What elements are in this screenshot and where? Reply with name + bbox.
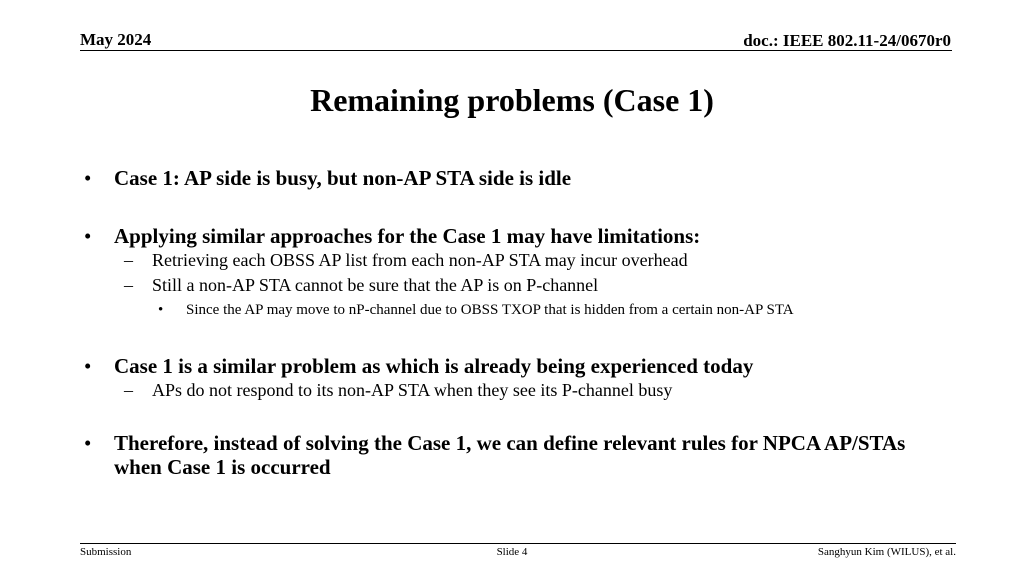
header-doc-id: doc.: IEEE 802.11-24/0670r0 — [743, 31, 951, 50]
slide-title: Remaining problems (Case 1) — [310, 82, 714, 118]
bullet-marker: • — [84, 224, 92, 248]
header-date: May 2024 — [80, 30, 152, 49]
bullet-similar-problem — [84, 354, 944, 378]
sub-bullet-p-channel — [84, 273, 944, 298]
bullet-text: Therefore, instead of solving the Case 1, we can define relevant rules for NPCA AP/STAs when Case 1 is occurred — [114, 431, 906, 479]
bullet-case1-definition — [84, 166, 944, 190]
dash-marker: – — [124, 275, 133, 295]
bullet-marker: • — [84, 431, 92, 455]
footer-author: Sanghyun Kim (WILUS), et al. — [817, 546, 956, 558]
sub-sub-bullet-text: Since the AP may move to nP-channel due to OBSS TXOP that is hidden from a certain non-AP STA — [186, 302, 794, 318]
header-divider — [80, 50, 952, 51]
sub-bullet-text: APs do not respond to its non-AP STA when they see its P-channel busy — [152, 380, 673, 400]
sub-bullet-aps-no-response — [84, 378, 944, 403]
dash-marker: – — [124, 380, 133, 400]
sub-bullet-text: Retrieving each OBSS AP list from each non-AP STA may incur overhead — [152, 250, 688, 270]
sub-bullet-overhead — [84, 248, 944, 273]
bullet-text: Case 1 is a similar problem as which is already being experienced today — [114, 354, 754, 378]
footer-submission: Submission — [80, 546, 132, 558]
bullet-marker: • — [84, 166, 92, 190]
footer-divider — [80, 543, 956, 544]
bullet-text: Case 1: AP side is busy, but non-AP STA side is idle — [114, 166, 572, 190]
sub-sub-bullet-obss-txop — [84, 298, 944, 322]
bullet-conclusion — [84, 431, 944, 479]
bullet-marker: • — [158, 302, 164, 318]
bullet-limitations — [84, 224, 944, 248]
dash-marker: – — [124, 250, 133, 270]
bullet-text: Applying similar approaches for the Case 1 may have limitations: — [114, 224, 701, 248]
footer-slide-number: Slide 4 — [496, 546, 528, 558]
sub-bullet-text: Still a non-AP STA cannot be sure that the AP is on P-channel — [152, 275, 599, 295]
bullet-marker: • — [84, 354, 92, 378]
slide-body — [84, 166, 944, 479]
